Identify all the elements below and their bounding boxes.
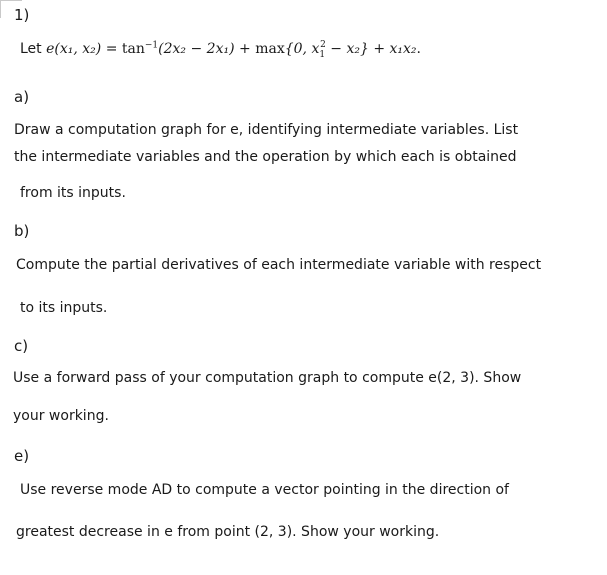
- problem-number: 1): [14, 6, 30, 24]
- equation-atan-sup: −1: [144, 40, 159, 51]
- equation-max-sub: 1: [319, 49, 326, 60]
- equation-max-close: − x₂}: [325, 41, 369, 57]
- part-e-line-2: greatest decrease in e from point (2, 3). Show your working.: [16, 524, 440, 540]
- part-b-line-1: Compute the partial derivatives of each intermediate variable with respect: [16, 257, 542, 273]
- part-e-label: e): [14, 447, 30, 465]
- equation-lhs-args: (x₁, x₂): [54, 41, 102, 57]
- part-b-label: b): [14, 222, 30, 240]
- equation-max-sup: 2: [320, 40, 326, 51]
- statement-prefix: Let: [20, 41, 42, 57]
- problem-statement: [20, 40, 421, 58]
- equation-max: max: [255, 41, 285, 57]
- equation-product: x₁x₂: [389, 41, 417, 57]
- part-c-line-2: your working.: [13, 408, 109, 424]
- part-a-line-1: Draw a computation graph for e, identifying intermediate variables. List: [14, 122, 519, 138]
- left-border-line: [0, 0, 1, 18]
- part-c-label: c): [14, 337, 29, 355]
- part-b-line-2: to its inputs.: [20, 300, 108, 316]
- part-a-label: a): [14, 88, 30, 106]
- equation-end: .: [416, 41, 421, 57]
- equation-max-open: {0, x: [284, 41, 320, 57]
- part-a-line-3: from its inputs.: [20, 185, 126, 201]
- equation-eq: =: [101, 41, 122, 57]
- equation-plus-2: +: [368, 41, 390, 57]
- equation-atan-arg: (2x₂ − 2x₁): [158, 41, 235, 57]
- equation-lhs-fn: e: [46, 41, 55, 57]
- top-border-line: [0, 0, 22, 1]
- part-a-line-2: the intermediate variables and the operation by which each is obtained: [14, 149, 517, 165]
- equation-atan: tan: [121, 41, 145, 57]
- equation-plus-1: +: [234, 41, 256, 57]
- part-e-line-1: Use reverse mode AD to compute a vector pointing in the direction of: [20, 482, 509, 498]
- part-c-line-1: Use a forward pass of your computation graph to compute e(2, 3). Show: [13, 370, 522, 386]
